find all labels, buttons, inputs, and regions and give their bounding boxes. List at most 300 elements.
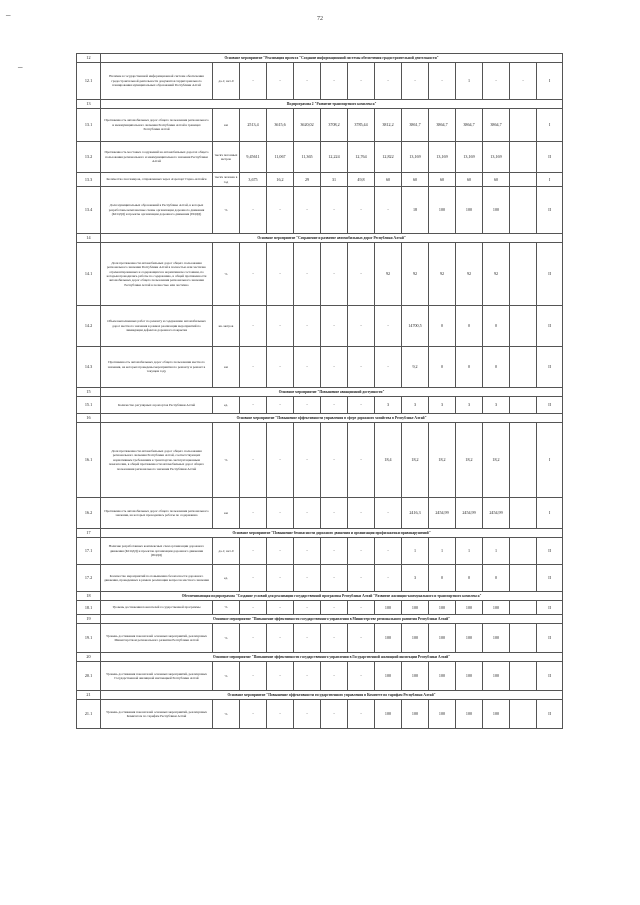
value-cell: 3708,2 bbox=[321, 109, 348, 142]
value-cell: - bbox=[267, 662, 294, 691]
row-number-cell: 16.1 bbox=[77, 423, 101, 498]
indicator-name-cell: Уровень достижения показателей основных мероприятий, реализуемых Государственной жилищной инспекцией Республики Алтай bbox=[101, 662, 213, 691]
value-cell bbox=[510, 662, 537, 691]
unit-cell: % bbox=[213, 601, 240, 615]
value-cell: 100 bbox=[375, 662, 402, 691]
value-cell: 100 bbox=[402, 601, 429, 615]
indicator-name-cell: Уровень достижения показателей основных мероприятий, реализуемых Комитетом по тарифам Республики Алтай bbox=[101, 700, 213, 729]
value-cell: 100 bbox=[483, 624, 510, 653]
value-cell: - bbox=[321, 498, 348, 529]
row-number-cell: 21 bbox=[77, 691, 101, 700]
value-cell: 1 bbox=[402, 538, 429, 565]
value-cell: 60 bbox=[483, 173, 510, 187]
value-cell: - bbox=[240, 243, 267, 306]
value-cell: 12,764 bbox=[348, 142, 375, 173]
row-number-cell: 12 bbox=[77, 54, 101, 63]
row-number-cell: 18 bbox=[77, 592, 101, 601]
section-row bbox=[77, 100, 563, 109]
table-row bbox=[77, 142, 563, 173]
value-cell: - bbox=[240, 187, 267, 234]
value-cell: 100 bbox=[375, 601, 402, 615]
section-row bbox=[77, 592, 563, 601]
value-cell: 100 bbox=[429, 187, 456, 234]
value-cell: - bbox=[375, 565, 402, 592]
margin-mark: – bbox=[6, 10, 11, 20]
indicator-name-cell: Протяженность мостовых сооружений на автомобильных дорогах общего пользования регионального и межмуниципального значения Республики Алтай bbox=[101, 142, 213, 173]
unit-cell: % bbox=[213, 187, 240, 234]
value-cell: 0 bbox=[429, 565, 456, 592]
value-cell: - bbox=[267, 624, 294, 653]
value-cell: 13,169 bbox=[456, 142, 483, 173]
value-cell: - bbox=[240, 624, 267, 653]
value-cell: - bbox=[294, 538, 321, 565]
value-cell: - bbox=[321, 565, 348, 592]
indicator-name-cell: Наличие разработанных комплексных схем организации дорожного движения (КСОДД) и проектов организации дорожного движения (ПОДД) bbox=[101, 538, 213, 565]
value-cell: - bbox=[267, 538, 294, 565]
section-title-cell: Основное мероприятие "Повышение эффективности государственного управления в Министерстве регионального развития Республики Алтай" bbox=[101, 615, 563, 624]
row-number-cell: 16 bbox=[77, 414, 101, 423]
value-cell: 12,822 bbox=[375, 142, 402, 173]
indicator-name-cell: Доля муниципальных образований в Республике Алтай, в которых разработаны комплексные схемы организации дорожного движения (КСОДД) и проекты организации дорожного движения (ПОДД) bbox=[101, 187, 213, 234]
section-row bbox=[77, 54, 563, 63]
value-cell: 18,2 bbox=[483, 423, 510, 498]
value-cell: - bbox=[348, 498, 375, 529]
unit-cell: км bbox=[213, 498, 240, 529]
value-cell: 100 bbox=[456, 601, 483, 615]
row-number-cell: 15 bbox=[77, 388, 101, 397]
value-cell: - bbox=[375, 187, 402, 234]
indicator-name-cell: Уровень достижения показателей государственной программы bbox=[101, 601, 213, 615]
value-cell: - bbox=[483, 63, 510, 100]
value-cell: - bbox=[294, 565, 321, 592]
value-cell: - bbox=[348, 347, 375, 388]
table-row bbox=[77, 601, 563, 615]
value-cell: 100 bbox=[483, 662, 510, 691]
value-cell bbox=[510, 700, 537, 729]
value-cell bbox=[510, 538, 537, 565]
value-cell: - bbox=[240, 538, 267, 565]
row-number-cell: 16.2 bbox=[77, 498, 101, 529]
row-number-cell: 13.2 bbox=[77, 142, 101, 173]
section-title-cell: Основное мероприятие "Повышение авиационной доступности" bbox=[101, 388, 563, 397]
value-cell: 2454,99 bbox=[456, 498, 483, 529]
table-row bbox=[77, 187, 563, 234]
value-cell: 14700,5 bbox=[402, 306, 429, 347]
table-row bbox=[77, 347, 563, 388]
row-number-cell: 13.4 bbox=[77, 187, 101, 234]
priority-cell: II bbox=[537, 662, 563, 691]
value-cell bbox=[510, 601, 537, 615]
value-cell: 60 bbox=[429, 173, 456, 187]
value-cell: 0 bbox=[429, 347, 456, 388]
value-cell: - bbox=[348, 187, 375, 234]
table-row bbox=[77, 306, 563, 347]
unit-cell: % bbox=[213, 423, 240, 498]
value-cell bbox=[510, 109, 537, 142]
value-cell: - bbox=[348, 243, 375, 306]
unit-cell: % bbox=[213, 662, 240, 691]
row-number-cell: 14.1 bbox=[77, 243, 101, 306]
value-cell: 92 bbox=[456, 243, 483, 306]
value-cell: - bbox=[240, 662, 267, 691]
value-cell: 100 bbox=[483, 187, 510, 234]
value-cell: - bbox=[375, 306, 402, 347]
value-cell: 0 bbox=[456, 565, 483, 592]
value-cell: 3620,02 bbox=[294, 109, 321, 142]
unit-cell: тысяч погонных метров bbox=[213, 142, 240, 173]
value-cell: 100 bbox=[429, 601, 456, 615]
section-row bbox=[77, 414, 563, 423]
value-cell: 12,224 bbox=[321, 142, 348, 173]
table-row bbox=[77, 243, 563, 306]
indicator-name-cell: Наличие в государственной информационной системе обеспечения градостроительной деятельности документов территориального планирования муниципальных образований Республики Алтай bbox=[101, 63, 213, 100]
value-cell: 18,2 bbox=[402, 423, 429, 498]
value-cell: 2454,99 bbox=[429, 498, 456, 529]
priority-cell: I bbox=[537, 173, 563, 187]
value-cell: 13,169 bbox=[402, 142, 429, 173]
unit-cell: кв. метров bbox=[213, 306, 240, 347]
value-cell: 1 bbox=[429, 538, 456, 565]
value-cell: - bbox=[321, 423, 348, 498]
table-row bbox=[77, 662, 563, 691]
row-number-cell: 17.2 bbox=[77, 565, 101, 592]
value-cell: 2454,99 bbox=[483, 498, 510, 529]
value-cell: - bbox=[348, 397, 375, 414]
value-cell: 29 bbox=[294, 173, 321, 187]
value-cell: - bbox=[240, 423, 267, 498]
value-cell: - bbox=[294, 397, 321, 414]
value-cell: - bbox=[240, 347, 267, 388]
table-row bbox=[77, 700, 563, 729]
row-number-cell: 14.2 bbox=[77, 306, 101, 347]
value-cell: - bbox=[294, 498, 321, 529]
row-number-cell: 12.1 bbox=[77, 63, 101, 100]
row-number-cell: 13.3 bbox=[77, 173, 101, 187]
value-cell: 3864,7 bbox=[456, 109, 483, 142]
value-cell: - bbox=[267, 347, 294, 388]
section-row bbox=[77, 388, 563, 397]
value-cell: - bbox=[348, 63, 375, 100]
value-cell: 100 bbox=[456, 624, 483, 653]
unit-cell: % bbox=[213, 243, 240, 306]
row-number-cell: 15.1 bbox=[77, 397, 101, 414]
value-cell: - bbox=[375, 498, 402, 529]
priority-cell: I bbox=[537, 423, 563, 498]
indicator-name-cell: Количество регулярных аэропортов Республики Алтай bbox=[101, 397, 213, 414]
value-cell: 18,2 bbox=[456, 423, 483, 498]
value-cell: - bbox=[348, 538, 375, 565]
table-row bbox=[77, 109, 563, 142]
priority-cell: II bbox=[537, 538, 563, 565]
value-cell: 100 bbox=[456, 187, 483, 234]
section-title-cell: Основное мероприятие "Повышение эффективности управления в сфере дорожного хозяйства в Республике Алтай" bbox=[101, 414, 563, 423]
priority-cell: II bbox=[537, 243, 563, 306]
value-cell bbox=[510, 347, 537, 388]
value-cell: - bbox=[294, 423, 321, 498]
value-cell: 100 bbox=[456, 700, 483, 729]
value-cell bbox=[510, 565, 537, 592]
priority-cell: II bbox=[537, 306, 563, 347]
value-cell: 3864,7 bbox=[483, 109, 510, 142]
value-cell: - bbox=[267, 63, 294, 100]
section-row bbox=[77, 529, 563, 538]
value-cell: - bbox=[321, 700, 348, 729]
value-cell: - bbox=[321, 624, 348, 653]
table-row bbox=[77, 63, 563, 100]
value-cell: 100 bbox=[456, 662, 483, 691]
value-cell: - bbox=[267, 700, 294, 729]
section-title-cell: Основное мероприятие "Повышение безопасности дорожного движения и организация профилактики правонарушений" bbox=[101, 529, 563, 538]
value-cell: - bbox=[294, 63, 321, 100]
table-row bbox=[77, 498, 563, 529]
value-cell: - bbox=[294, 700, 321, 729]
value-cell: 3 bbox=[402, 397, 429, 414]
value-cell: - bbox=[267, 306, 294, 347]
unit-cell: ед. bbox=[213, 397, 240, 414]
value-cell: 0 bbox=[456, 347, 483, 388]
value-cell: 3812,2 bbox=[375, 109, 402, 142]
value-cell: 60 bbox=[402, 173, 429, 187]
value-cell: - bbox=[348, 601, 375, 615]
value-cell: 1 bbox=[483, 538, 510, 565]
row-number-cell: 14 bbox=[77, 234, 101, 243]
value-cell: 9,45611 bbox=[240, 142, 267, 173]
value-cell: - bbox=[240, 63, 267, 100]
table-row bbox=[77, 423, 563, 498]
priority-cell: II bbox=[537, 565, 563, 592]
priority-cell: II bbox=[537, 347, 563, 388]
value-cell: 18,2 bbox=[429, 423, 456, 498]
value-cell: - bbox=[321, 187, 348, 234]
value-cell: 0 bbox=[456, 306, 483, 347]
value-cell: - bbox=[402, 63, 429, 100]
value-cell: - bbox=[294, 187, 321, 234]
value-cell: - bbox=[267, 397, 294, 414]
value-cell bbox=[510, 243, 537, 306]
value-cell bbox=[510, 173, 537, 187]
value-cell: - bbox=[348, 306, 375, 347]
unit-cell: ед. bbox=[213, 565, 240, 592]
row-number-cell: 17.1 bbox=[77, 538, 101, 565]
value-cell: 3 bbox=[375, 397, 402, 414]
section-row bbox=[77, 615, 563, 624]
value-cell: - bbox=[267, 498, 294, 529]
value-cell: - bbox=[240, 565, 267, 592]
indicator-name-cell: Объем выполненных работ по ремонту и содержанию автомобильных дорог местного значения в рамках реализации мероприятий по ликвидации дефектов дорожного покрытия bbox=[101, 306, 213, 347]
value-cell: 92 bbox=[402, 243, 429, 306]
value-cell: - bbox=[240, 601, 267, 615]
value-cell: 0 bbox=[483, 347, 510, 388]
row-number-cell: 13 bbox=[77, 100, 101, 109]
value-cell bbox=[510, 187, 537, 234]
value-cell: 60 bbox=[375, 173, 402, 187]
row-number-cell: 17 bbox=[77, 529, 101, 538]
unit-cell: да-1; нет-0 bbox=[213, 63, 240, 100]
indicator-name-cell: Доля протяженности автомобильных дорог общего пользования регионального значения Республики Алтай в полностью или частично отремонтированных и содержащихся в нормативном состоянии, по которым проводились работы по содержанию, в общей протяженности автомобильных дорог общего пользования регионального значения Республики Алтай в полностью или частично bbox=[101, 243, 213, 306]
unit-cell: тысяч человек в год bbox=[213, 173, 240, 187]
unit-cell: % bbox=[213, 700, 240, 729]
value-cell: - bbox=[267, 423, 294, 498]
value-cell bbox=[510, 397, 537, 414]
value-cell bbox=[510, 624, 537, 653]
value-cell: 49,8 bbox=[348, 173, 375, 187]
table-row bbox=[77, 538, 563, 565]
indicator-name-cell: Протяженность автомобильных дорог общего пользования местного значения, на которых проведены мероприятия по ремонту и ремонт в текущем году bbox=[101, 347, 213, 388]
section-title-cell: Основное мероприятие "Повышение эффективности государственного управления в Комитете по тарифам Республики Алтай" bbox=[101, 691, 563, 700]
row-number-cell: 21.1 bbox=[77, 700, 101, 729]
priority-cell: II bbox=[537, 601, 563, 615]
value-cell: 3861,7 bbox=[402, 109, 429, 142]
value-cell: - bbox=[267, 601, 294, 615]
value-cell: 92 bbox=[429, 243, 456, 306]
value-cell: 0 bbox=[429, 306, 456, 347]
value-cell: 2416,3 bbox=[402, 498, 429, 529]
value-cell: - bbox=[267, 565, 294, 592]
priority-cell: II bbox=[537, 142, 563, 173]
value-cell: - bbox=[321, 662, 348, 691]
indicator-name-cell: Протяженность автомобильных дорог общего пользования регионального значения, на которых проводились работы по содержанию bbox=[101, 498, 213, 529]
value-cell bbox=[510, 306, 537, 347]
value-cell: 13,169 bbox=[483, 142, 510, 173]
row-number-cell: 18.1 bbox=[77, 601, 101, 615]
value-cell: - bbox=[294, 347, 321, 388]
value-cell: - bbox=[240, 397, 267, 414]
value-cell: - bbox=[294, 243, 321, 306]
value-cell: - bbox=[321, 397, 348, 414]
priority-cell: I bbox=[537, 109, 563, 142]
indicator-name-cell: Количество пассажиров, отправленных через Аэропорт Горно-Алтайск bbox=[101, 173, 213, 187]
value-cell: 92 bbox=[483, 243, 510, 306]
priority-cell: II bbox=[537, 397, 563, 414]
value-cell: 100 bbox=[402, 662, 429, 691]
section-title-cell: Основное мероприятие "Повышение эффективности государственного управления в Государственной жилищной инспекции Республики Алтай" bbox=[101, 653, 563, 662]
row-number-cell: 20.1 bbox=[77, 662, 101, 691]
value-cell: - bbox=[240, 700, 267, 729]
value-cell: 3,675 bbox=[240, 173, 267, 187]
value-cell: - bbox=[375, 347, 402, 388]
priority-cell: II bbox=[537, 624, 563, 653]
unit-cell: км bbox=[213, 347, 240, 388]
value-cell: 100 bbox=[402, 700, 429, 729]
table-row bbox=[77, 173, 563, 187]
value-cell: 1 bbox=[456, 538, 483, 565]
indicator-name-cell: Количество мероприятий по повышению безопасности дорожного движения, проведенных в рамках реализации вопросов местного значения bbox=[101, 565, 213, 592]
value-cell: - bbox=[267, 243, 294, 306]
margin-mark: – bbox=[18, 62, 23, 72]
value-cell: 60 bbox=[456, 173, 483, 187]
value-cell: 31 bbox=[321, 173, 348, 187]
value-cell: 9,2 bbox=[402, 347, 429, 388]
value-cell: 3 bbox=[456, 397, 483, 414]
value-cell: - bbox=[375, 538, 402, 565]
unit-cell: % bbox=[213, 624, 240, 653]
section-title-cell: Основное мероприятие "Сохранение и развитие автомобильных дорог Республики Алтай" bbox=[101, 234, 563, 243]
value-cell: 3 bbox=[429, 397, 456, 414]
value-cell: 100 bbox=[483, 700, 510, 729]
page-number: 72 bbox=[317, 16, 323, 22]
value-cell: - bbox=[321, 347, 348, 388]
value-cell: 3864,7 bbox=[429, 109, 456, 142]
value-cell: - bbox=[429, 63, 456, 100]
section-row bbox=[77, 234, 563, 243]
value-cell: 0 bbox=[483, 306, 510, 347]
indicator-name-cell: Уровень достижения показателей основных мероприятий, реализуемых Министерством регионального развития Республики Алтай bbox=[101, 624, 213, 653]
value-cell: - bbox=[240, 498, 267, 529]
section-row bbox=[77, 691, 563, 700]
indicator-name-cell: Доля протяженности автомобильных дорог общего пользования регионального значения Республики Алтай, соответствующих нормативным требованиям к транспортно-эксплуатационным показателям, в общей протяженности автомобильных дорог общего пользования регионального значения Республики Алтай bbox=[101, 423, 213, 498]
priority-cell: II bbox=[537, 700, 563, 729]
indicator-table-container bbox=[76, 53, 551, 729]
value-cell: - bbox=[321, 601, 348, 615]
priority-cell: II bbox=[537, 187, 563, 234]
value-cell: - bbox=[348, 662, 375, 691]
value-cell bbox=[510, 498, 537, 529]
priority-cell: I bbox=[537, 63, 563, 100]
value-cell: - bbox=[348, 700, 375, 729]
indicator-table bbox=[76, 53, 563, 729]
priority-cell: I bbox=[537, 498, 563, 529]
value-cell: - bbox=[321, 538, 348, 565]
value-cell: 100 bbox=[402, 624, 429, 653]
value-cell: - bbox=[294, 624, 321, 653]
value-cell: - bbox=[348, 624, 375, 653]
table-row bbox=[77, 397, 563, 414]
value-cell: 2513,4 bbox=[240, 109, 267, 142]
value-cell: 13,169 bbox=[429, 142, 456, 173]
value-cell: 1 bbox=[456, 63, 483, 100]
value-cell: 3785,44 bbox=[348, 109, 375, 142]
table-row bbox=[77, 624, 563, 653]
value-cell: 18 bbox=[402, 187, 429, 234]
row-number-cell: 13.1 bbox=[77, 109, 101, 142]
section-row bbox=[77, 653, 563, 662]
value-cell: 3 bbox=[402, 565, 429, 592]
value-cell: - bbox=[510, 63, 537, 100]
value-cell: 3 bbox=[483, 397, 510, 414]
value-cell: - bbox=[240, 306, 267, 347]
section-title-cell: Подпрограмма 2 "Развитие транспортного комплекса" bbox=[101, 100, 563, 109]
unit-cell: км bbox=[213, 109, 240, 142]
value-cell: - bbox=[321, 243, 348, 306]
value-cell bbox=[510, 423, 537, 498]
indicator-name-cell: Протяженность автомобильных дорог общего пользования регионального и межмуниципального значения Республики Алтай в границах Республики Алтай bbox=[101, 109, 213, 142]
value-cell: 11,365 bbox=[294, 142, 321, 173]
value-cell: 100 bbox=[483, 601, 510, 615]
value-cell: 100 bbox=[429, 624, 456, 653]
value-cell: - bbox=[294, 662, 321, 691]
value-cell bbox=[510, 142, 537, 173]
value-cell: - bbox=[348, 423, 375, 498]
value-cell: - bbox=[294, 601, 321, 615]
table-row bbox=[77, 565, 563, 592]
value-cell: - bbox=[348, 565, 375, 592]
value-cell: - bbox=[375, 63, 402, 100]
row-number-cell: 14.3 bbox=[77, 347, 101, 388]
value-cell: 3615,6 bbox=[267, 109, 294, 142]
value-cell: - bbox=[321, 306, 348, 347]
value-cell: 100 bbox=[375, 624, 402, 653]
row-number-cell: 19 bbox=[77, 615, 101, 624]
row-number-cell: 20 bbox=[77, 653, 101, 662]
value-cell: - bbox=[321, 63, 348, 100]
value-cell: 11,067 bbox=[267, 142, 294, 173]
value-cell: 16,2 bbox=[267, 173, 294, 187]
value-cell: - bbox=[294, 306, 321, 347]
section-title-cell: Основное мероприятие "Реализация проекта "Создание информационной системы обеспечения градостроительной деятельности" bbox=[101, 54, 563, 63]
value-cell: 100 bbox=[375, 700, 402, 729]
value-cell: 100 bbox=[429, 700, 456, 729]
value-cell: 0 bbox=[483, 565, 510, 592]
